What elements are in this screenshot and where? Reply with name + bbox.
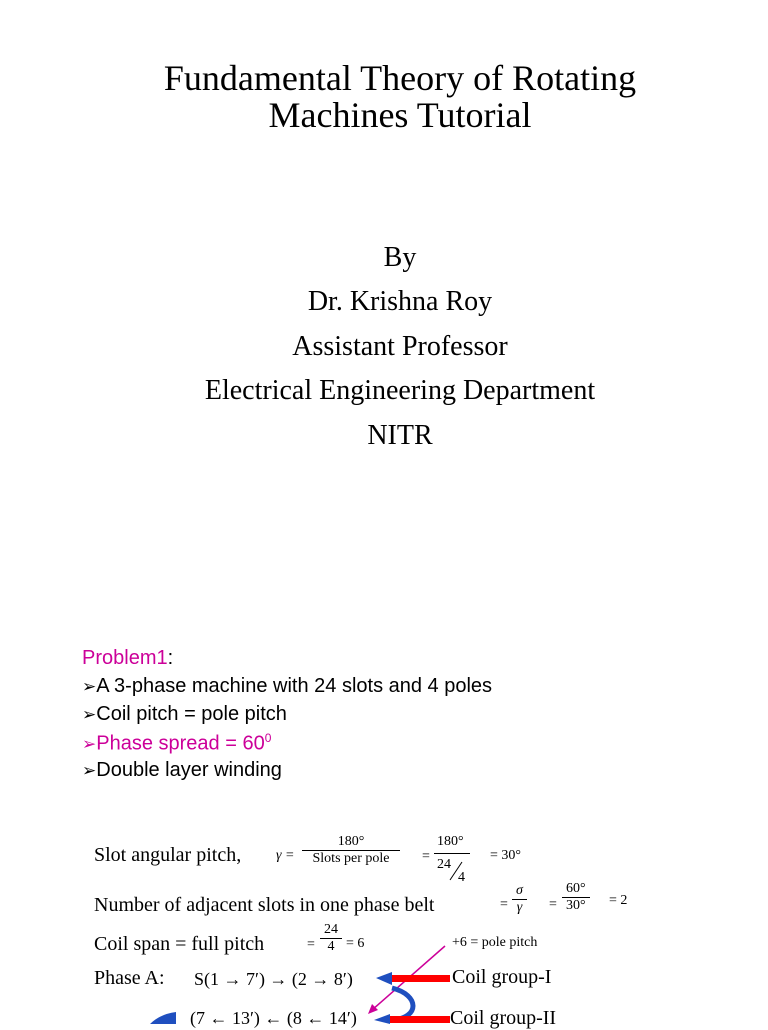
phase-spread-exponent: 0: [264, 731, 272, 745]
num-24: 24: [320, 922, 342, 939]
arrow-bullet-icon: ➢: [82, 734, 97, 755]
gamma-symbol: γ: [516, 900, 523, 915]
slot-pitch-result: = 30°: [490, 848, 521, 863]
author-by: By: [383, 242, 417, 273]
blue-arrowhead-icon: [374, 1014, 390, 1024]
slot-pitch-label: Slot angular pitch,: [94, 844, 242, 866]
coil-span-label: Coil span = full pitch: [94, 933, 265, 955]
adjacent-slots-label: Number of adjacent slots in one phase belt: [94, 894, 435, 916]
winding-arrows: [0, 940, 768, 1024]
sigma-gamma-fraction: [512, 883, 527, 916]
fraction-bar: [434, 853, 470, 854]
bullet-item: [82, 675, 492, 698]
problem-heading-colon: :: [167, 647, 174, 669]
bullet-text: A 3-phase machine with 24 slots and 4 poles: [96, 675, 493, 697]
problem-heading: [82, 647, 173, 670]
pole-pitch-note: +6 = pole pitch: [452, 935, 538, 950]
blue-arrowhead-icon: [376, 972, 392, 985]
num-180: 180°: [437, 834, 464, 849]
den-4: 4: [458, 870, 465, 885]
coil-group-2-label: Coil group-II: [450, 1007, 557, 1029]
red-arrow-2: [388, 1016, 450, 1023]
gamma-symbol: γ =: [276, 848, 295, 863]
bullet-item-highlight: [82, 731, 271, 756]
coil-group-1-label: Coil group-I: [452, 966, 552, 988]
arrow-bullet-icon: ➢: [82, 677, 97, 697]
author-department: Electrical Engineering Department: [204, 375, 596, 406]
coil-span-result: = 6: [346, 936, 365, 951]
author-name: Dr. Krishna Roy: [307, 286, 493, 317]
fraction-numerator: 180°: [302, 834, 400, 851]
blue-partial-shape: [150, 1012, 176, 1024]
bullet-text: Double layer winding: [96, 759, 282, 781]
bullet-text: Coil pitch = pole pitch: [96, 703, 287, 725]
blue-curve: [392, 988, 413, 1020]
author-institute: NITR: [367, 420, 433, 451]
equals-sign: =: [422, 849, 430, 864]
phase-a-sequence-1: S(1 → 7′) → (2 → 8′): [194, 969, 353, 989]
red-arrow-1: [388, 975, 450, 982]
bullet-text: Phase spread = 60: [96, 732, 265, 755]
phase-a-sequence-2: (7 ← 13′) ← (8 ← 14′): [190, 1008, 357, 1028]
problem-heading-label: Problem1: [82, 647, 168, 669]
author-position: Assistant Professor: [292, 331, 508, 362]
sixty-thirty-fraction: [562, 881, 590, 914]
equals-sign: =: [549, 897, 557, 912]
adjacent-slots-result: = 2: [609, 893, 628, 908]
arrow-bullet-icon: ➢: [82, 761, 97, 781]
equals-sign: =: [500, 897, 508, 912]
bullet-item: [82, 703, 287, 726]
bullet-item: [82, 759, 282, 782]
phase-a-label: Phase A:: [94, 967, 165, 989]
den-30: 30°: [566, 898, 586, 913]
sigma-symbol: σ: [512, 883, 527, 900]
fraction-denominator: Slots per pole: [312, 851, 390, 866]
den-4: 4: [327, 939, 335, 954]
title-line-2: Machines Tutorial: [268, 95, 532, 135]
title-line-1: Fundamental Theory of Rotating: [163, 58, 637, 98]
equals-sign: =: [307, 937, 315, 952]
num-60: 60°: [562, 881, 590, 898]
den-24: 24: [437, 857, 451, 872]
slot-pitch-fraction: [302, 834, 400, 867]
arrow-bullet-icon: ➢: [82, 705, 97, 725]
